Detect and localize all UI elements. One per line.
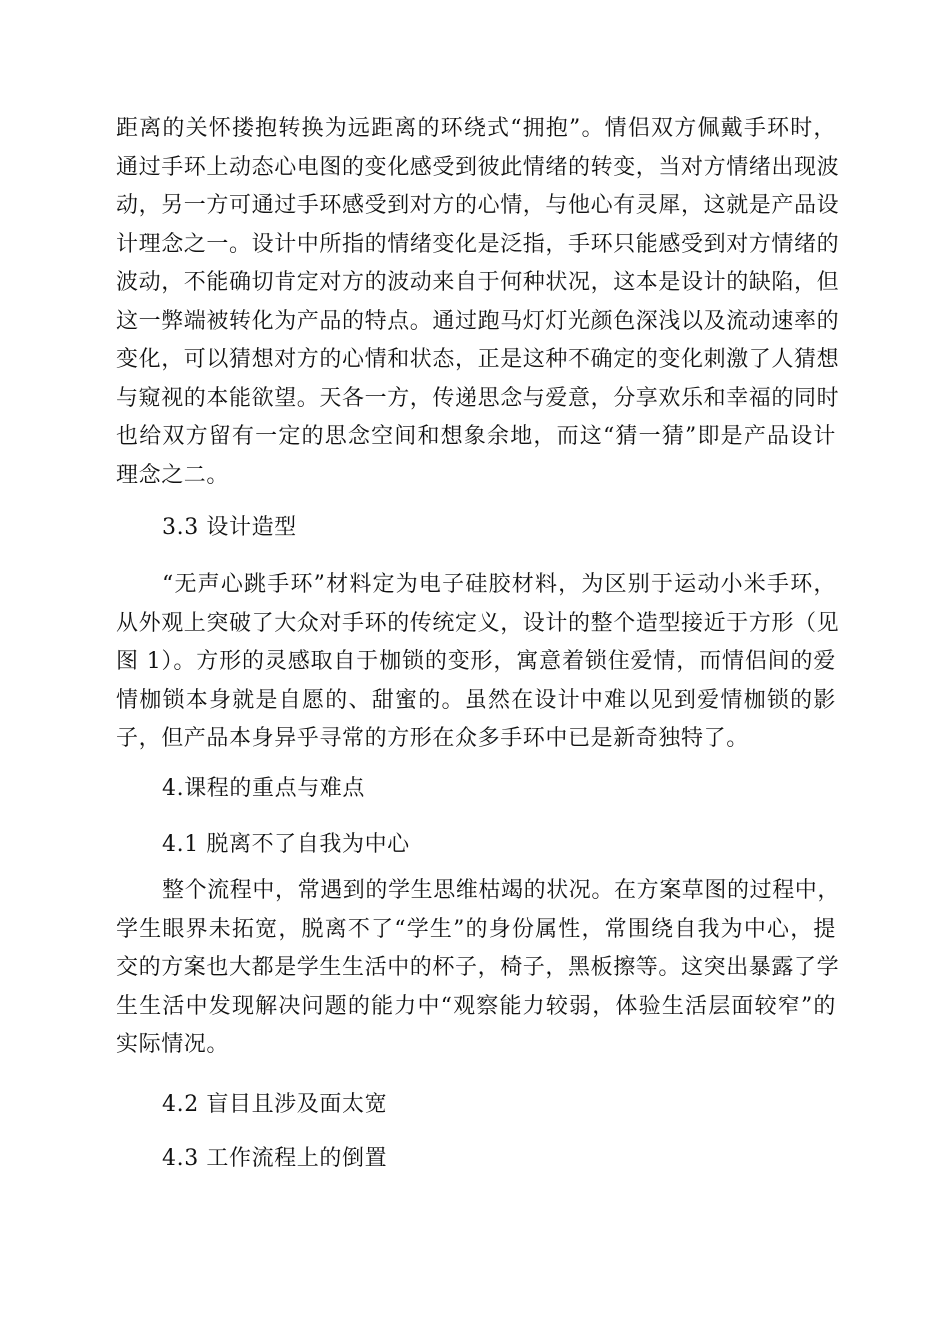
text-line: 理念之二。 xyxy=(116,462,230,488)
paragraph-design-shape xyxy=(116,566,840,759)
text-line: 波动，不能确切肯定对方的波动来自于何种状况，这本是设计的缺陷，但 xyxy=(116,270,840,295)
text-line: 计理念之一。设计中所指的情绪变化是泛指，手环只能感受到对方情绪的 xyxy=(116,231,840,257)
text-line: 图 1）。方形的灵感取自于枷锁的变形，寓意着锁住爱情，而情侣间的爱 xyxy=(116,649,836,674)
text-line: 整个流程中，常遇到的学生思维枯竭的状况。在方案草图的过程中， xyxy=(162,878,841,903)
section-heading-4-3: 4.3 工作流程上的倒置 xyxy=(162,1146,388,1171)
text-line: 也给双方留有一定的思念空间和想象余地，而这“猜一猜”即是产品设计 xyxy=(116,424,836,449)
text-line: 实际情况。 xyxy=(116,1032,230,1057)
text-line: “无声心跳手环”材料定为电子硅胶材料，为区别于运动小米手环， xyxy=(162,572,836,597)
text-line: 这一弊端被转化为产品的特点。通过跑马灯灯光颜色深浅以及流动速率的 xyxy=(116,308,840,334)
text-line: 距离的关怀搂抱转换为远距离的环绕式“拥抱”。情侣双方佩戴手环时， xyxy=(116,116,836,141)
text-line: 通过手环上动态心电图的变化感受到彼此情绪的转变，当对方情绪出现波 xyxy=(116,154,840,180)
text-line: 情枷锁本身就是自愿的、甜蜜的。虽然在设计中难以见到爱情枷锁的影 xyxy=(116,687,836,713)
section-heading-4: 4.课程的重点与难点 xyxy=(162,776,365,801)
paragraph-self-centered xyxy=(116,872,841,1065)
text-line: 交的方案也大都是学生生活中的杯子，椅子，黑板擦等。这突出暴露了学 xyxy=(116,955,840,980)
text-line: 学生眼界未拓宽，脱离不了“学生”的身份属性，常围绕自我为中心，提 xyxy=(116,916,836,942)
text-line: 子，但产品本身异乎寻常的方形在众多手环中已是新奇独特了。 xyxy=(116,726,749,751)
text-line: 与窥视的本能欲望。天各一方，传递思念与爱意，分享欢乐和幸福的同时 xyxy=(116,385,840,411)
text-line: 从外观上突破了大众对手环的传统定义，设计的整个造型接近于方形（见 xyxy=(116,610,840,636)
paragraph-design-concept xyxy=(116,110,840,495)
section-heading-4-1: 4.1 脱离不了自我为中心 xyxy=(162,832,410,857)
text-line: 生生活中发现解决问题的能力中“观察能力较弱，体验生活层面较窄”的 xyxy=(116,993,836,1019)
section-heading-4-2: 4.2 盲目且涉及面太宽 xyxy=(162,1092,388,1117)
section-heading-3-3: 3.3 设计造型 xyxy=(162,515,297,540)
text-line: 变化，可以猜想对方的心情和状态，正是这种不确定的变化刺激了人猜想 xyxy=(116,347,840,372)
text-line: 动，另一方可通过手环感受到对方的心情，与他心有灵犀，这就是产品设 xyxy=(116,193,840,218)
